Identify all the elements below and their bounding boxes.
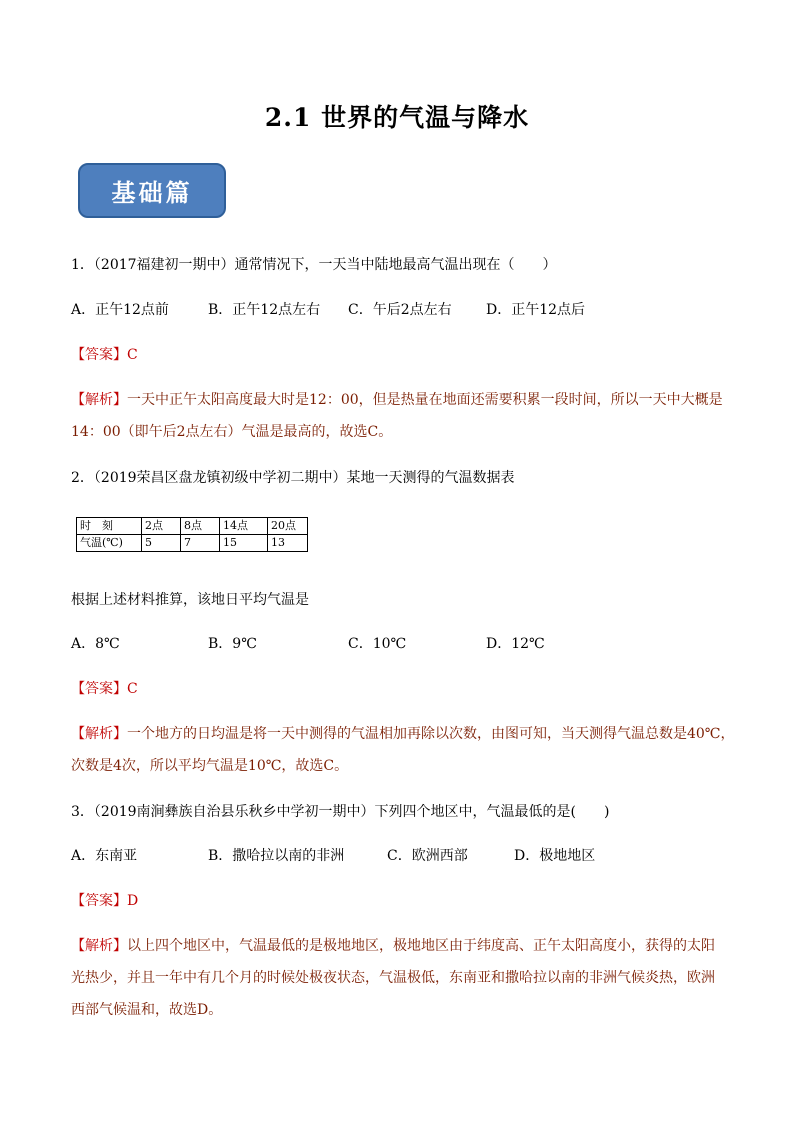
q2-prompt: 根据上述材料推算，该地日平均气温是 — [71, 592, 309, 608]
table-cell: 7 — [181, 535, 220, 552]
q2-explanation-line2: 次数是4次，所以平均气温是10℃，故选C。 — [71, 758, 349, 774]
explanation-text: 一天中正午太阳高度最大时是12：00，但是热量在地面还需要积累一段时间，所以一天中大概是 — [127, 392, 723, 408]
q1-option-c: C．午后2点左右 — [348, 302, 452, 318]
explanation-text: 以上四个地区中，气温最低的是极地地区，极地地区由于纬度高、正午太阳高度小，获得的太阳 — [127, 938, 715, 954]
table-cell: 5 — [142, 535, 181, 552]
table-cell: 20点 — [268, 518, 308, 535]
q1-stem: 1．（2017福建初一期中）通常情况下，一天当中陆地最高气温出现在（ ） — [71, 257, 557, 273]
q3-answer — [71, 891, 138, 911]
q3-option-d: D．极地地区 — [514, 848, 596, 864]
answer-tag: 【答案】 — [71, 893, 127, 909]
q1-option-d: D．正午12点后 — [486, 302, 586, 318]
table-row — [77, 535, 308, 552]
q1-option-b: B．正午12点左右 — [208, 302, 321, 318]
page-title: 2.1 世界的气温与降水 — [264, 103, 530, 132]
q3-option-c: C．欧洲西部 — [387, 848, 468, 864]
table-cell: 15 — [220, 535, 268, 552]
q3-stem: 3．（2019南涧彝族自治县乐秋乡中学初一期中）下列四个地区中，气温最低的是( ) — [71, 804, 610, 820]
explanation-text: 一个地方的日均温是将一天中测得的气温相加再除以次数，由图可知，当天测得气温总数是40℃， — [127, 726, 735, 742]
q1-explanation-line2: 14：00（即午后2点左右）气温是最高的，故选C。 — [71, 424, 393, 440]
q2-option-b: B．9℃ — [208, 636, 257, 652]
section-badge: 基础篇 — [78, 163, 226, 218]
q2-stem: 2．（2019荣昌区盘龙镇初级中学初二期中）某地一天测得的气温数据表 — [71, 470, 515, 486]
q3-explanation-line3: 西部气候温和，故选D。 — [71, 1002, 223, 1018]
answer-value: D — [127, 893, 139, 909]
q2-option-c: C．10℃ — [348, 636, 407, 652]
temperature-table — [76, 517, 308, 552]
q2-option-a: A．8℃ — [71, 636, 120, 652]
q1-option-a: A．正午12点前 — [71, 302, 169, 318]
answer-value: C — [127, 347, 138, 363]
answer-tag: 【答案】 — [71, 347, 127, 363]
explanation-tag: 【解析】 — [71, 392, 127, 408]
q3-explanation-line1 — [71, 936, 715, 956]
q3-explanation-line2: 光热少，并且一年中有几个月的时候处极夜状态，气温极低，东南亚和撒哈拉以南的非洲气候炎热，欧洲 — [71, 970, 715, 986]
table-cell: 时 刻 — [77, 518, 142, 535]
table-cell: 8点 — [181, 518, 220, 535]
table-header-row — [77, 518, 308, 535]
q2-answer — [71, 679, 138, 699]
q3-option-b: B．撒哈拉以南的非洲 — [208, 848, 345, 864]
q2-option-d: D．12℃ — [486, 636, 545, 652]
table-cell: 气温(℃) — [77, 535, 142, 552]
table-cell: 14点 — [220, 518, 268, 535]
q3-option-a: A．东南亚 — [71, 848, 138, 864]
answer-tag: 【答案】 — [71, 681, 127, 697]
explanation-tag: 【解析】 — [71, 726, 127, 742]
explanation-tag: 【解析】 — [71, 938, 127, 954]
q1-answer — [71, 345, 138, 365]
table-cell: 13 — [268, 535, 308, 552]
table-cell: 2点 — [142, 518, 181, 535]
q1-explanation-line1 — [71, 390, 723, 410]
q2-explanation-line1 — [71, 724, 734, 744]
answer-value: C — [127, 681, 138, 697]
